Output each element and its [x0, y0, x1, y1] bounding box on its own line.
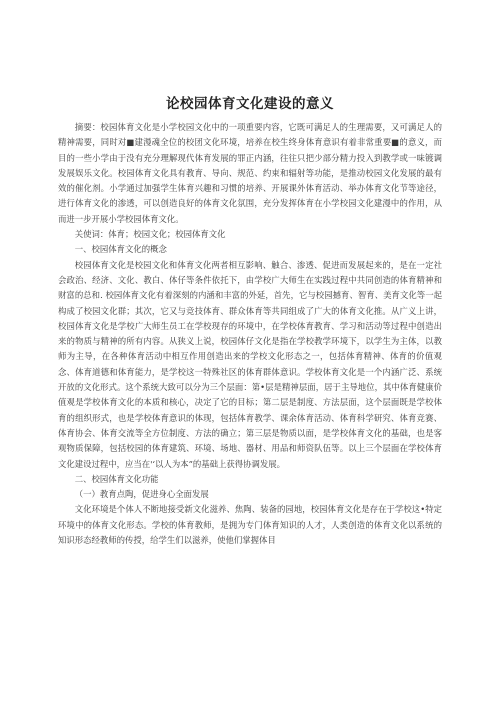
body-paragraph-education: 文化环境是个体人不断地接受新文化滋养、焦陶、装备的园地，校园体育文化是存在于学校这•特定环境中的体育文化形态。学校的体育教师，是拥为专门体育知识的人才，人类创造的体育文化以系统的知识形态经教师的传授，给学生们以滋养，使他们掌握体目 [58, 504, 442, 546]
page-title: 论校园体育文化建设的意义 [166, 96, 334, 112]
subsection-heading-education: （一）教育点陶，促进身心全面发展 [74, 489, 209, 500]
keywords-line: 关使词：体育；校园文化；校园体育文化 [74, 229, 226, 240]
section-heading-concept: 一、校园体育文化的概念 [74, 244, 167, 255]
body-paragraph-concept: 校园体育文化是校园文化和体育文化两者相互影响、触合、渗透、促进而发展起来的，是在一定社会政治、经济、文化、教白、体仔等条件依托下，由学校广大师生在实践过程中共同创造的体育精神和财富的总和. 校园体育文化有着深刻的内涵和丰富的外延，首先，它与校园撼育、智育、美育文化等一起构成了校园文化群；其次，它又与竞技体育、群众体育等共同组成了广大的体育文化推。从广义上讲，校园体育文化是学校广大师生员工在学校现存的环境中，在学校体育教育、学习和活动等过程中创造出来的物质与精神的所有内容。从狭义上说，校园体仔文化是指在学校教学环境下，以学生为主体，以教师为主导，在各种体育活动中相互作用创造出来的学校文化形态之一，包括体育精神、体育的价值观念、体育道德和体育能力，是学校这一特殊社区的体育群体意识。学校体育文化是一个内涵广泛、系统开放的文化形式。这个系统大致可以分为三个层面：第•层是精神层面，居于主导地位，其中体育健康价值观是学校体育文化的本质和核心，决定了它的目标；第二层是制度、方法层面，这个层面既是学校体育的组织形式，也是学校体育意识的体现，包括体育教学、课余体育活动、体育科学研究、体育竞赛、体育协会、体育交流等全方位制度、方法的确立；第三层是物质以面，是学校体育文化的基础，也是客观物质保障，包括校园的体育建筑、环境、场地、器材、用品和师资队伍等。以上三个层面在学校体育文化建设过程中，应当在'‘以人为本”的基础上获得协调发展。 [58, 259, 442, 469]
abstract-paragraph: 摘要：校园体育文化是小学校园文化中的一项重要内容，它既可满足人的生理需要，又可满足人的精神需要，同时对■建漫魂全位的校团文化环境，培养在校生终身体育意识有着非常重要■的意义，而目的一些小学由于没有充分理解现代体育发展的罪正内涵，往往只把少部分精力投入到教学或一味镀调发展娱乐文化。校园体育文化具有教育、导向、规范、约束和辐射等功能，是推动校园文化发展的最有效的催化剂。小学通过加强学生体育兴趣和习惯的培养、开展课外体育活动、举办体育文化节等途径，进行体育文化的渗透，可以创造良好的体育文化氛围，充分发挥体育在小学校园文化建漫中的作用，从而进一步开展小学校园体育文化。 [58, 122, 442, 224]
section-heading-functions: 二、校园体育文化功能 [74, 473, 159, 484]
